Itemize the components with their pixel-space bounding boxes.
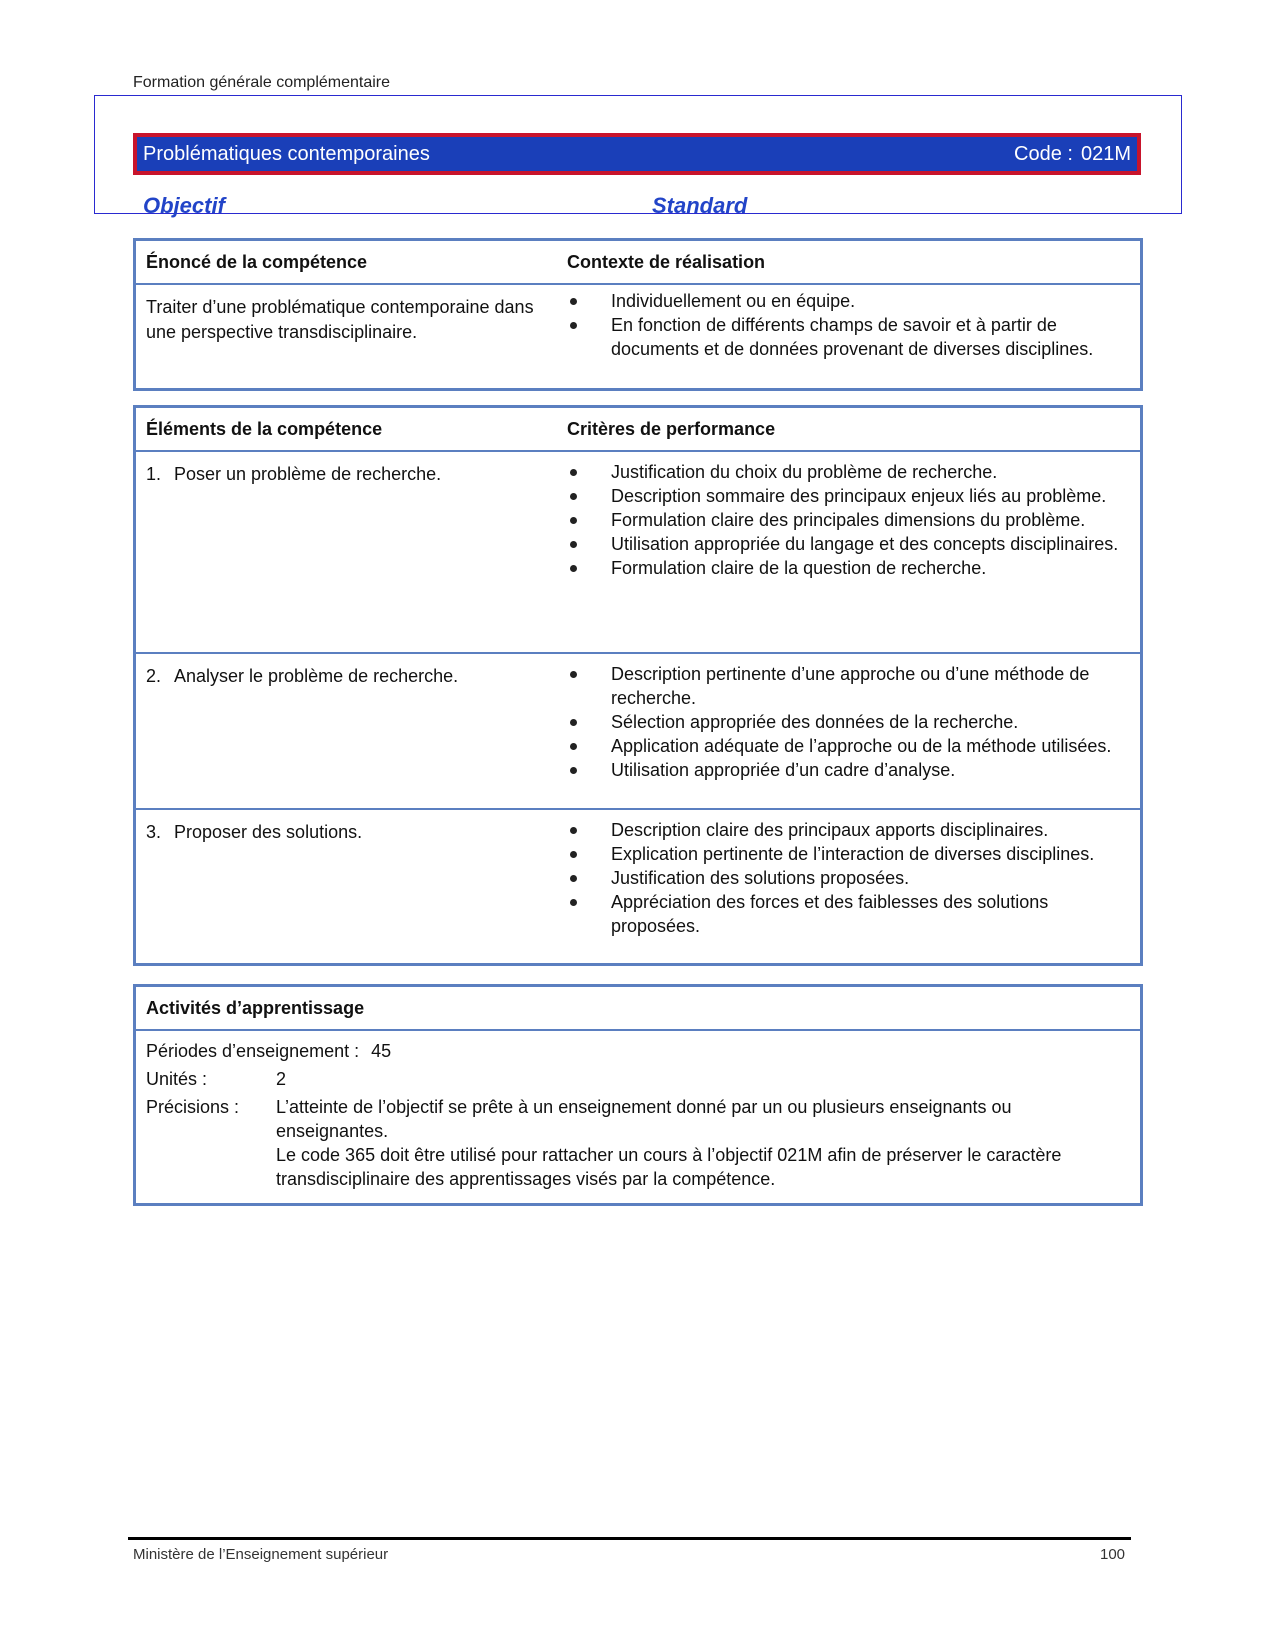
objectif-label: Objectif — [143, 193, 225, 218]
list-item: Explication pertinente de l’interaction de diverses disciplines. — [567, 842, 1141, 866]
criteria-list — [567, 810, 1140, 944]
elements-header: Éléments de la compétence — [146, 418, 383, 439]
elements-table-header — [136, 408, 1140, 452]
periodes-value: 45 — [371, 1041, 392, 1061]
list-item: Appréciation des forces et des faiblesses des solutions proposées. — [567, 890, 1141, 938]
competence-table-header — [136, 241, 1140, 285]
activites-table-header — [136, 987, 1140, 1031]
list-item: Justification du choix du problème de recherche. — [567, 460, 1141, 484]
list-item: Sélection appropriée des données de la recherche. — [567, 710, 1141, 734]
activites-body — [136, 1031, 1140, 1203]
list-item: Justification des solutions proposées. — [567, 866, 1141, 890]
element-label — [146, 664, 546, 689]
element-text: Analyser le problème de recherche. — [174, 666, 459, 686]
code-value: 021M — [1080, 142, 1131, 165]
code-label: Code : — [1014, 142, 1073, 165]
list-item: Description sommaire des principaux enjeux liés au problème. — [567, 484, 1141, 508]
unites-line — [146, 1067, 1130, 1091]
contexte-list — [567, 285, 1140, 367]
activites-table — [133, 984, 1143, 1206]
element-number: 3. — [146, 822, 162, 842]
list-item: Individuellement ou en équipe. — [567, 289, 1141, 313]
course-title-bar — [133, 133, 1141, 175]
precisions-line — [146, 1095, 1130, 1191]
footer-ministry: Ministère de l’Enseignement supérieur — [133, 1546, 389, 1563]
periodes-line — [146, 1039, 1130, 1063]
criteria-list — [567, 654, 1140, 788]
unites-label: Unités : — [146, 1069, 208, 1089]
element-number: 2. — [146, 666, 162, 686]
unites-value: 2 — [276, 1069, 287, 1089]
precisions-label: Précisions : — [146, 1097, 240, 1117]
table-row — [136, 452, 1140, 654]
precisions-text — [276, 1095, 1116, 1191]
element-text: Proposer des solutions. — [174, 822, 363, 842]
standard-label: Standard — [652, 193, 748, 218]
list-item: Utilisation appropriée d’un cadre d’analyse. — [567, 758, 1141, 782]
list-item: Formulation claire des principales dimensions du problème. — [567, 508, 1141, 532]
list-item: Formulation claire de la question de recherche. — [567, 556, 1141, 580]
list-item: En fonction de différents champs de savoir et à partir de documents et de données provenant de diverses disciplines. — [567, 313, 1141, 361]
footer-divider — [128, 1537, 1131, 1540]
list-item: Description pertinente d’une approche ou d’une méthode de recherche. — [567, 662, 1141, 710]
list-item: Utilisation appropriée du langage et des concepts disciplinaires. — [567, 532, 1141, 556]
list-item: Application adéquate de l’approche ou de la méthode utilisées. — [567, 734, 1141, 758]
table-row — [136, 810, 1140, 963]
competence-table — [133, 238, 1143, 391]
footer-page-number: 100 — [1100, 1546, 1126, 1563]
table-row — [136, 654, 1140, 810]
enonce-header: Énoncé de la compétence — [146, 251, 368, 272]
contexte-header: Contexte de réalisation — [567, 251, 766, 272]
list-item: Description claire des principaux apports disciplinaires. — [567, 818, 1141, 842]
element-text: Poser un problème de recherche. — [174, 464, 442, 484]
criteria-list — [567, 452, 1140, 586]
enonce-text: Traiter d’une problématique contemporaine dans une perspective transdisciplinaire. — [146, 297, 534, 342]
periodes-label: Périodes d’enseignement : — [146, 1041, 360, 1061]
course-code — [1014, 143, 1131, 166]
activites-header: Activités d’apprentissage — [146, 997, 365, 1018]
element-label — [146, 462, 546, 487]
elements-table — [133, 405, 1143, 966]
competence-row — [136, 285, 1140, 388]
precisions-paragraph: L’atteinte de l’objectif se prête à un enseignement donné par un ou plusieurs enseignants ou enseignantes. — [276, 1097, 1012, 1141]
element-label — [146, 820, 546, 845]
precisions-paragraph: Le code 365 doit être utilisé pour rattacher un cours à l’objectif 021M afin de préserver le caractère transdisciplinaire des apprentissages visés par la compétence. — [276, 1145, 1062, 1189]
criteres-header: Critères de performance — [567, 418, 776, 439]
course-title: Problématiques contemporaines — [143, 142, 430, 165]
element-number: 1. — [146, 464, 162, 484]
document-section-label: Formation générale complémentaire — [133, 74, 391, 91]
